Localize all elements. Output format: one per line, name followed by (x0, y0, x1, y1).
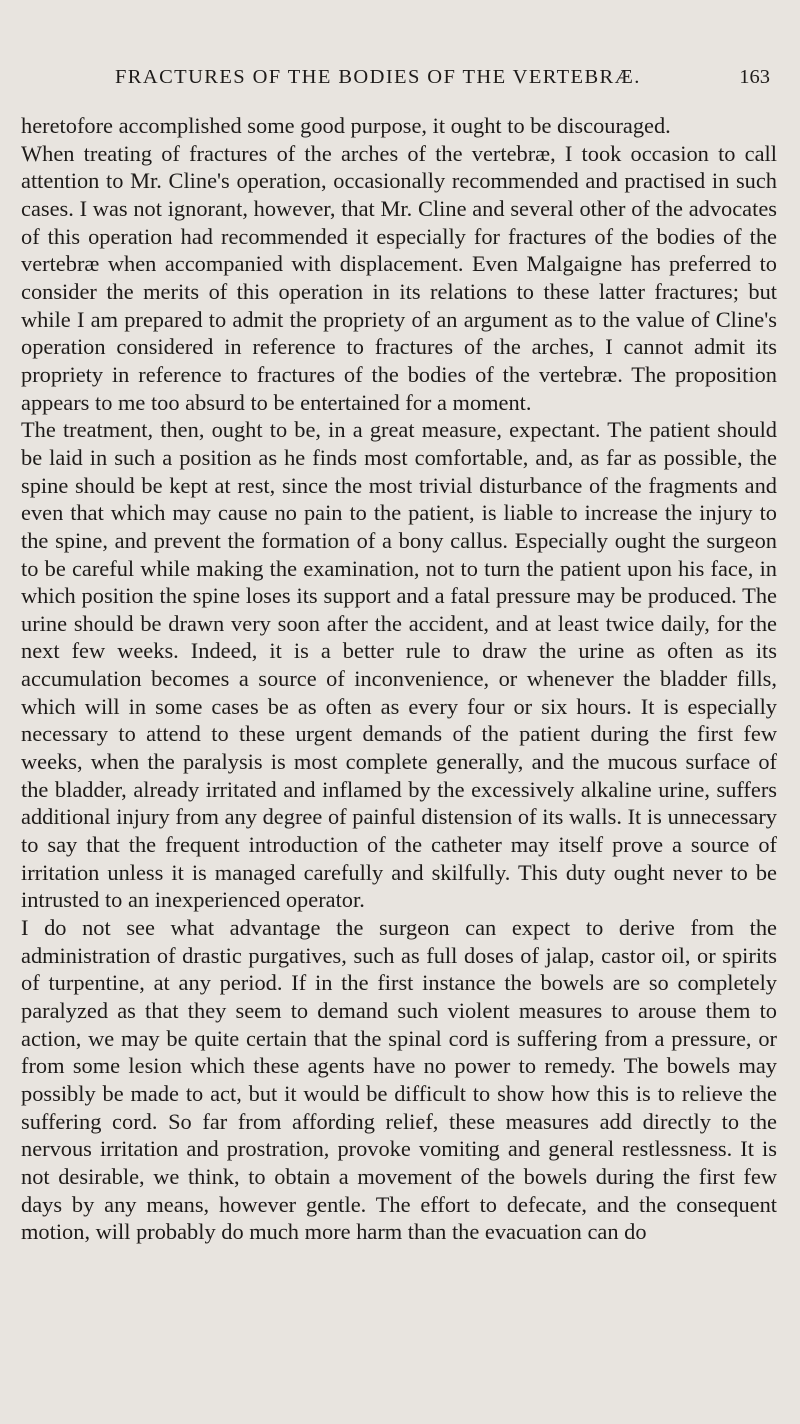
paragraph-purgatives: I do not see what advantage the surgeon can expect to derive from the administration of drastic purgatives, such as full doses of jalap, castor oil, or spirits of turpentine, at any period. If in the first instance the bowels are so completely paralyzed as that they seem to demand such violent measures to arouse them to action, we may be quite certain that the spinal cord is suffering from a pressure, or from some lesion which these agents have no power to remedy. The bowels may possibly be made to act, but it would be difficult to show how this is to relieve the suffering cord. So far from affording relief, these measures add directly to the nervous irritation and prostration, provoke vomiting and general restlessness. It is not desirable, we think, to obtain a movement of the bowels during the first few days by any means, however gentle. The effort to defecate, and the consequent motion, will probably do much more harm than the evacuation can do (21, 915, 777, 1245)
running-title: FRACTURES OF THE BODIES OF THE VERTEBRÆ. (115, 66, 641, 88)
paragraph-treatment: The treatment, then, ought to be, in a great measure, expectant. The patient should be laid in such a position as he finds most comfortable, and, as far as possible, the spine should be kept at rest, since the most trivial disturbance of the fragments and even that which may cause no pain to the patient, is liable to increase the injury to the spine, and prevent the formation of a bony callus. Especially ought the surgeon to be careful while making the examination, not to turn the patient upon his face, in which position the spine loses its support and a fatal pressure may be produced. The urine should be drawn very soon after the accident, and at least twice daily, for the next few weeks. Indeed, it is a better rule to draw the urine as often as its accumulation becomes a source of inconvenience, or whenever the bladder fills, which will in some cases be as often as every four or six hours. It is especially necessary to attend to these urgent demands of the patient during the first few weeks, when the paralysis is most complete generally, and the mucous surface of the bladder, already irritated and inflamed by the excessively alkaline urine, suffers additional injury from any degree of painful distension of its walls. It is unnecessary to say that the frequent introduction of the catheter may itself prove a source of irritation unless it is managed carefully and skilfully. This duty ought never to be intrusted to an inexperienced operator. (21, 417, 777, 913)
running-head (0, 66, 800, 96)
paragraph-clines-operation: When treating of fractures of the arches of the vertebræ, I took occasion to call attention to Mr. Cline's operation, occasionally recommended and practised in such cases. I was not ignorant, however, that Mr. Cline and several other of the advocates of this operation had recommended it especially for fractures of the bodies of the vertebræ when accompanied with displacement. Even Malgaigne has preferred to consider the merits of this operation in its relations to these latter fractures; but while I am prepared to admit the propriety of an argument as to the value of Cline's operation considered in reference to fractures of the arches, I cannot admit its propriety in reference to fractures of the bodies of the vertebræ. The proposition appears to me too absurd to be entertained for a moment. (21, 140, 777, 415)
body-text (21, 112, 777, 1246)
page-number: 163 (739, 66, 770, 88)
paragraph-continuation: heretofore accomplished some good purpose, it ought to be discouraged. (21, 113, 671, 138)
